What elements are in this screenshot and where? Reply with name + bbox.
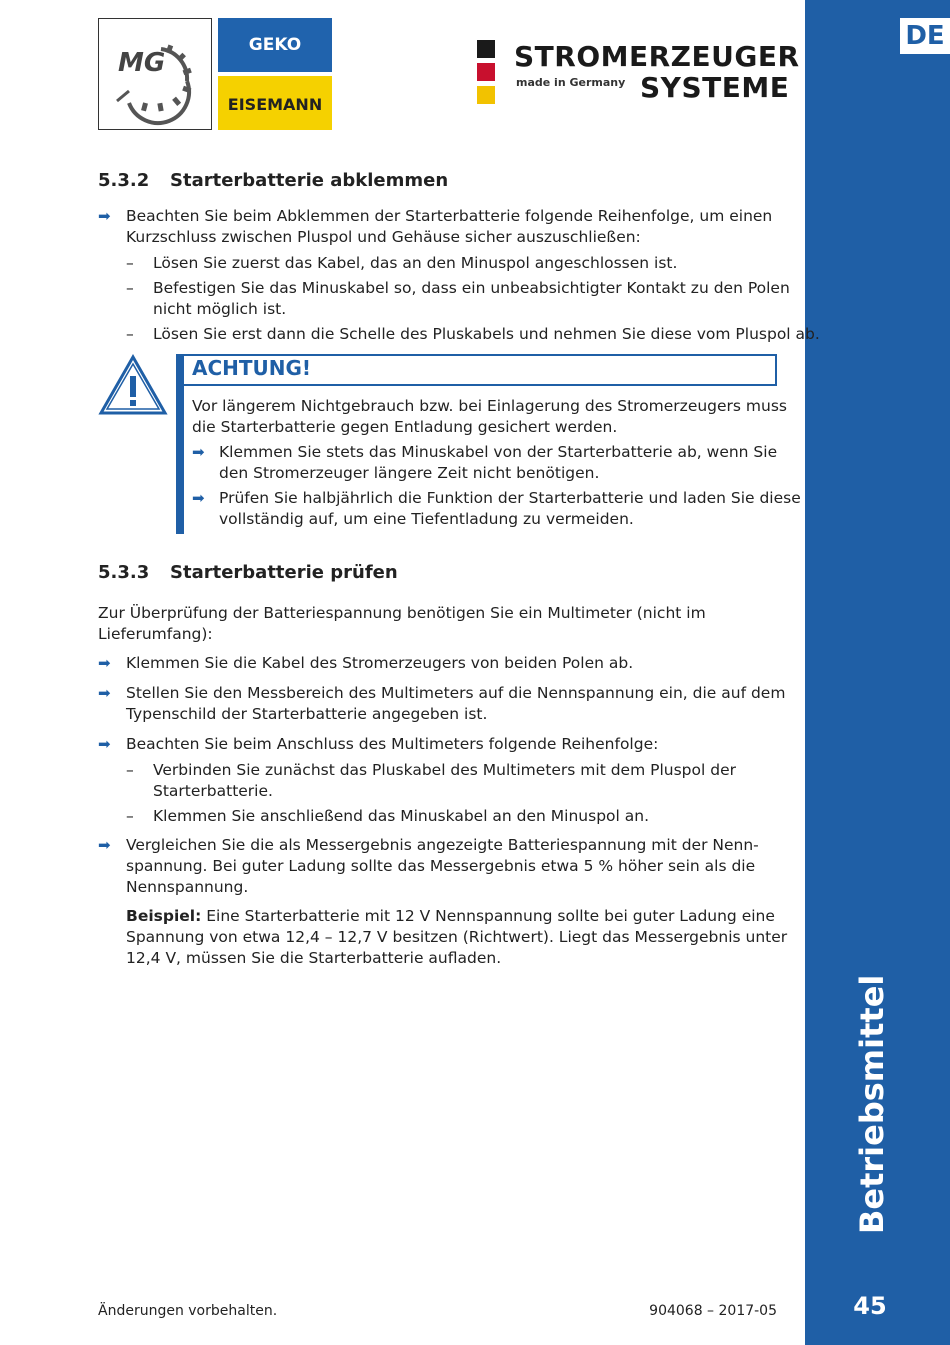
text-span: Eine Starterbatterie mit 12 V Nennspannung sollte bei guter Ladung eine [201, 907, 775, 925]
text-line [126, 906, 787, 927]
flag-stripe-gold [477, 86, 495, 104]
arrow-bullet-icon: ➡ [98, 684, 111, 702]
text-line: Verbinden Sie zunächst das Pluskabel des Multimeters mit dem Pluspol der [153, 761, 736, 779]
footer-doc-id: 904068 – 2017-05 [649, 1303, 777, 1319]
flag-stripe-red [477, 63, 495, 81]
dash-bullet: – [126, 761, 134, 779]
section-heading-533 [98, 562, 398, 583]
warning-intro [192, 396, 787, 438]
dash-bullet: – [126, 254, 134, 272]
list-item [126, 683, 785, 725]
section-title: Starterbatterie abklemmen [170, 170, 449, 191]
page-number: 45 [853, 1292, 887, 1320]
dash-bullet: – [126, 325, 134, 343]
warning-title: ACHTUNG! [192, 356, 312, 380]
text-line: nicht möglich ist. [153, 300, 287, 318]
dash-bullet: – [126, 279, 134, 297]
text-line: Prüfen Sie halbjährlich die Funktion der Starterbatterie und laden Sie diese [219, 489, 801, 507]
arrow-bullet-icon: ➡ [98, 207, 111, 225]
text-line: Kurzschluss zwischen Pluspol und Gehäuse sicher auszuschließen: [126, 228, 641, 246]
list-item: Beachten Sie beim Anschluss des Multimeters folgende Reihenfolge: [126, 735, 659, 753]
language-badge: DE [900, 18, 950, 54]
eisemann-logo: EISEMANN [218, 76, 332, 130]
text-line: Stellen Sie den Messbereich des Multimeters auf die Nennspannung ein, die auf dem [126, 684, 786, 702]
text-line: spannung. Bei guter Ladung sollte das Messergebnis etwa 5 % höher sein als die [126, 857, 756, 875]
warning-item [219, 442, 777, 484]
text-line: Starterbatterie. [153, 782, 273, 800]
text-line: Vor längerem Nichtgebrauch bzw. bei Einlagerung des Stromerzeugers muss [192, 397, 788, 415]
mg-logo-text: MG [118, 48, 166, 78]
brand-tagline: made in Germany [516, 76, 626, 89]
brand-title-line1: STROMERZEUGER [514, 40, 800, 73]
footer-note: Änderungen vorbehalten. [98, 1303, 278, 1319]
geko-logo: GEKO [218, 18, 332, 72]
text-line: vollständig auf, um eine Tiefentladung zu vermeiden. [219, 510, 634, 528]
text-line: Spannung von etwa 12,4 – 12,7 V besitzen (Richtwert). Liegt das Messergebnis unter [126, 928, 788, 946]
warning-triangle-icon [98, 354, 168, 416]
section-heading-532 [98, 170, 448, 191]
text-line: Klemmen Sie stets das Minuskabel von der Starterbatterie ab, wenn Sie [219, 443, 778, 461]
flag-stripe-black [477, 40, 495, 58]
text-line: Befestigen Sie das Minuskabel so, dass ein unbeabsichtigter Kontakt zu den Polen [153, 279, 790, 297]
section-title: Starterbatterie prüfen [170, 562, 398, 583]
arrow-bullet-icon: ➡ [192, 443, 205, 461]
warning-side-bar [176, 354, 184, 534]
example-label: Beispiel: [126, 907, 202, 925]
list-item [126, 835, 759, 898]
example-paragraph [126, 906, 787, 969]
paragraph [98, 603, 706, 645]
warning-item [219, 488, 801, 530]
text-line: Typenschild der Starterbatterie angegeben ist. [126, 705, 488, 723]
text-line: Nennspannung. [126, 878, 249, 896]
list-item [153, 278, 790, 320]
paragraph [126, 206, 772, 248]
text-line: 12,4 V, müssen Sie die Starterbatterie aufladen. [126, 949, 502, 967]
section-number: 5.3.3 [98, 562, 150, 583]
text-line: Lieferumfang): [98, 625, 213, 643]
section-number: 5.3.2 [98, 170, 150, 191]
list-item [153, 760, 736, 802]
text-line: Zur Überprüfung der Batteriespannung benötigen Sie ein Multimeter (nicht im [98, 604, 706, 622]
text-line: Beachten Sie beim Abklemmen der Starterbatterie folgende Reihenfolge, um einen [126, 207, 773, 225]
brand-title-line2: SYSTEME [640, 71, 790, 104]
arrow-bullet-icon: ➡ [98, 836, 111, 854]
arrow-bullet-icon: ➡ [98, 735, 111, 753]
list-item: Lösen Sie zuerst das Kabel, das an den Minuspol angeschlossen ist. [153, 254, 678, 272]
text-line: Vergleichen Sie die als Messergebnis angezeigte Batteriespannung mit der Nenn- [126, 836, 759, 854]
section-side-title: Betriebsmittel [853, 974, 891, 1234]
list-item: Klemmen Sie anschließend das Minuskabel an den Minuspol an. [153, 807, 650, 825]
arrow-bullet-icon: ➡ [192, 489, 205, 507]
list-item: Klemmen Sie die Kabel des Stromerzeugers von beiden Polen ab. [126, 654, 634, 672]
list-item: Lösen Sie erst dann die Schelle des Pluskabels und nehmen Sie diese vom Pluspol ab. [153, 325, 820, 343]
arrow-bullet-icon: ➡ [98, 654, 111, 672]
dash-bullet: – [126, 807, 134, 825]
text-line: die Starterbatterie gegen Entladung gesichert werden. [192, 418, 618, 436]
text-line: den Stromerzeuger längere Zeit nicht benötigen. [219, 464, 600, 482]
